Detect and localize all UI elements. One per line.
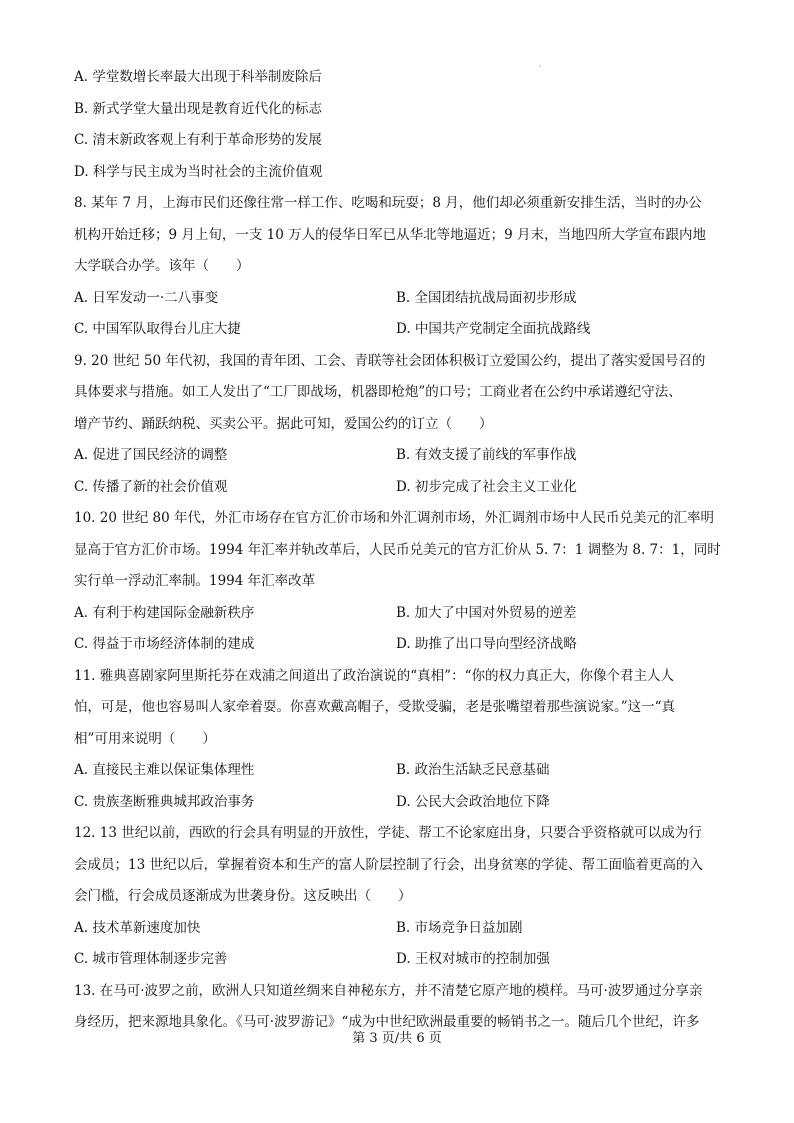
- q13-stem-line-1: 13. 在马可·波罗之前，欧洲人只知道丝绸来自神秘东方，并不清楚它原产地的模样。马可·波罗通过分享亲: [74, 982, 703, 999]
- q11-option-d: D. 公民大会政治地位下降: [396, 793, 550, 810]
- q7-option-c: C. 清末新政客观上有利于革命形势的发展: [74, 132, 322, 148]
- q9-option-d: D. 初步完成了社会主义工业化: [396, 478, 577, 495]
- q11-options-row-1: [74, 755, 724, 787]
- q8-option-a: A. 日军发动一·二八事变: [74, 289, 219, 306]
- q8-stem-line-2: 机构开始迁移；9 月上旬，一支 10 万人的侵华日军已从华北等地逼近；9 月末，当地四所大学宣布跟内地: [74, 226, 707, 243]
- q9-options-row-1: [74, 440, 724, 472]
- q12-stem-line-1: 12. 13 世纪以前，西欧的行会具有明显的开放性，学徒、帮工不论家庭出身，只要合乎资格就可以成为行: [74, 825, 702, 841]
- q11-option-b: B. 政治生活缺乏民意基础: [396, 762, 550, 778]
- exam-page-content: [74, 62, 724, 1039]
- q11-options-row-2: [74, 787, 724, 819]
- q7-option-d: D. 科学与民主成为当时社会的主流价值观: [74, 163, 323, 180]
- q9-stem-line-3: 增产节约、踊跃纳税、买卖公平。据此可知，爱国公约的订立（ ）: [74, 415, 493, 432]
- q12-options-row-1: [74, 913, 724, 945]
- q10-options-row-2: [74, 629, 724, 661]
- question-11: [74, 661, 724, 819]
- q12-stem-line-3: 会门槛，行会成员逐渐成为世袭身份。这反映出（ ）: [74, 888, 412, 904]
- q9-options-row-2: [74, 472, 724, 504]
- q11-stem-line-3: 相”可用来说明（ ）: [74, 730, 216, 747]
- question-10: [74, 503, 724, 661]
- question-7-options: [74, 62, 724, 188]
- page-footer: [0, 1029, 794, 1049]
- q12-option-a: A. 技术革新速度加快: [74, 919, 201, 936]
- q8-stem-line-3: 大学联合办学。该年（ ）: [74, 258, 250, 274]
- q8-option-c: C. 中国军队取得台儿庄大捷: [74, 321, 241, 337]
- page-number: 第 3 页/共 6 页: [352, 1031, 442, 1046]
- q10-option-d: D. 助推了出口导向型经济战略: [396, 636, 577, 652]
- q7-option-b: B. 新式学堂大量出现是教育近代化的标志: [74, 100, 323, 117]
- question-12: [74, 818, 724, 976]
- q10-option-c: C. 得益于市场经济体制的建成: [74, 636, 255, 652]
- q8-stem-line-1: 8. 某年 7 月，上海市民们还像往常一样工作、吃喝和玩耍；8 月，他们却必须重新安排生活，当时的办公: [74, 195, 702, 211]
- q13-stem-line-2: 身经历，把来源地具象化。《马可·波罗游记》“成为中世纪欧洲最重要的畅销书之一。随后几个世纪，许多: [74, 1014, 700, 1030]
- q10-stem-line-1: 10. 20 世纪 80 年代，外汇市场存在官方汇价市场和外汇调剂市场，外汇调剂市场中人民币兑美元的汇率明: [74, 510, 714, 526]
- q11-stem-line-1: 11. 雅典喜剧家阿里斯托芬在戏浦之间道出了政治演说的“真相”：“你的权力真正大，你像个君主人人: [74, 667, 674, 684]
- q9-option-b: B. 有效支援了前线的军事作战: [396, 447, 577, 463]
- q9-stem-line-2: 具体要求与措施。如工人发出了“工厂即战场，机器即枪炮”的口号；工商业者在公约中承诺遵纪守法、: [74, 384, 682, 400]
- q10-stem-line-2: 显高于官方汇价市场。1994 年汇率并轨改革后，人民币兑美元的官方汇价从 5. 7：1 调整为 8. 7：1，同时: [74, 541, 721, 558]
- q12-stem-line-2: 会成员；13 世纪以后，掌握着资本和生产的富人阶层控制了行会，出身贫寒的学徒、帮工面临着更高的入: [74, 856, 703, 873]
- q8-options-row-1: [74, 283, 724, 315]
- q10-stem-line-3: 实行单一浮动汇率制。1994 年汇率改革: [74, 573, 316, 589]
- q12-option-b: B. 市场竞争日益加剧: [396, 919, 523, 936]
- q10-option-b: B. 加大了中国对外贸易的逆差: [396, 604, 577, 621]
- q8-option-b: B. 全国团结抗战局面初步形成: [396, 289, 577, 306]
- q9-stem-line-1: 9. 20 世纪 50 年代初，我国的青年团、工会、青联等社会团体积极订立爱国公约，提出了落实爱国号召的: [74, 352, 706, 369]
- q9-option-c: C. 传播了新的社会价值观: [74, 478, 228, 495]
- q12-options-row-2: [74, 944, 724, 976]
- q11-stem-line-2: 怕，可是，他也容易叫人家牵着耍。你喜欢戴高帽子，受欺受骗，老是张嘴望着那些演说家。”这一“真: [74, 699, 676, 715]
- stray-dot-mark: ·: [539, 62, 542, 71]
- q10-option-a: A. 有利于构建国际金融新秩序: [74, 604, 255, 621]
- question-8: [74, 188, 724, 346]
- q11-option-c: C. 贵族垄断雅典城邦政治事务: [74, 793, 255, 810]
- q8-option-d: D. 中国共产党制定全面抗战路线: [396, 321, 591, 337]
- q10-options-row-1: [74, 598, 724, 630]
- q7-option-a: A. 学堂数增长率最大出现于科举制废除后: [74, 69, 322, 85]
- q11-option-a: A. 直接民主难以保证集体理性: [74, 762, 255, 778]
- q9-option-a: A. 促进了国民经济的调整: [74, 447, 228, 463]
- q8-options-row-2: [74, 314, 724, 346]
- q12-option-c: C. 城市管理体制逐步完善: [74, 951, 228, 967]
- q12-option-d: D. 王权对城市的控制加强: [396, 951, 550, 967]
- question-9: [74, 346, 724, 504]
